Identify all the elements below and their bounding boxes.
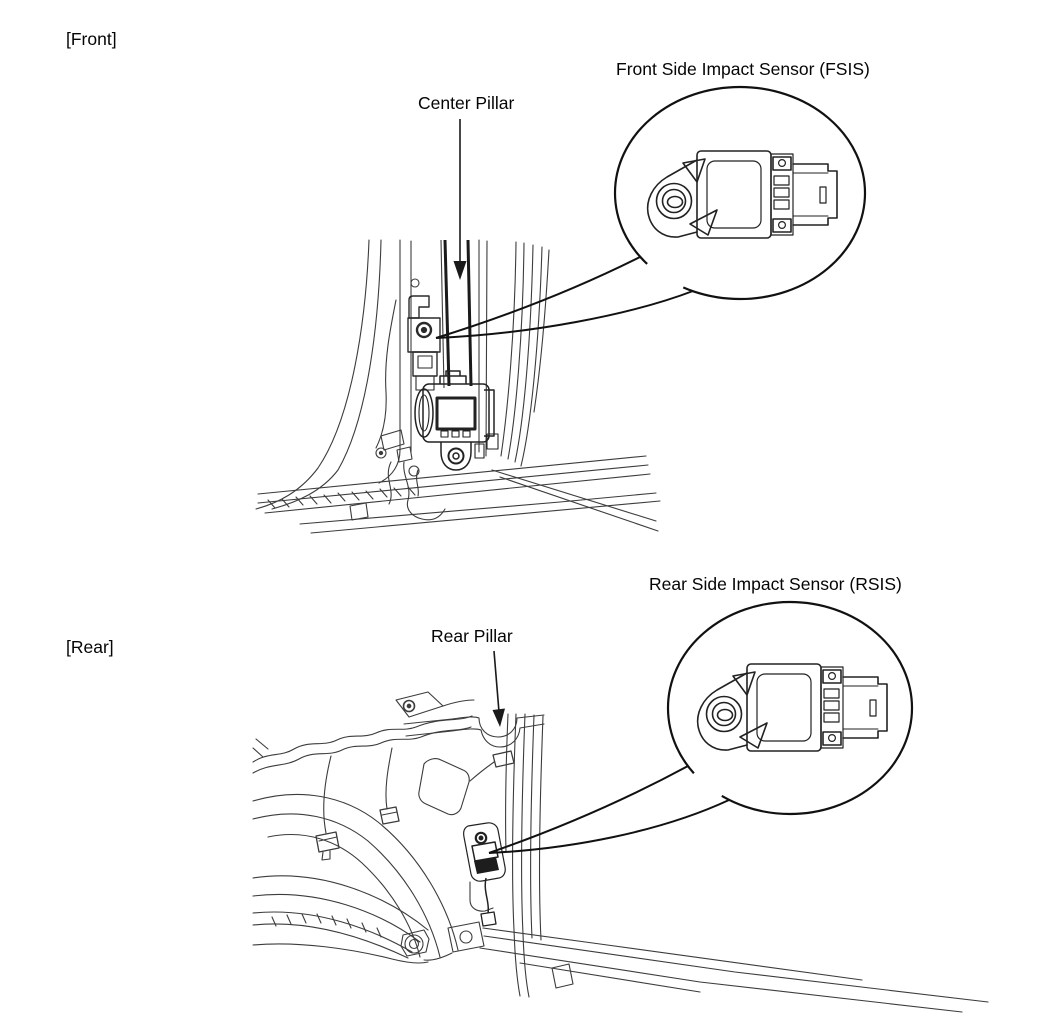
center-pillar-arrow [454,119,467,280]
front-section-tag: [Front] [66,29,117,49]
center-pillar-label: Center Pillar [418,93,515,113]
front-pillar-sensor [408,296,440,390]
front-pillar-illustration [256,240,660,533]
rear-section-tag: [Rear] [66,637,114,657]
fsis-callout-balloon [436,87,865,338]
fsis-label: Front Side Impact Sensor (FSIS) [616,59,870,79]
rear-pillar-label: Rear Pillar [431,626,513,646]
rsis-callout-balloon [489,602,912,853]
rear-pillar-arrow [493,651,506,727]
rsis-label: Rear Side Impact Sensor (RSIS) [649,574,902,594]
